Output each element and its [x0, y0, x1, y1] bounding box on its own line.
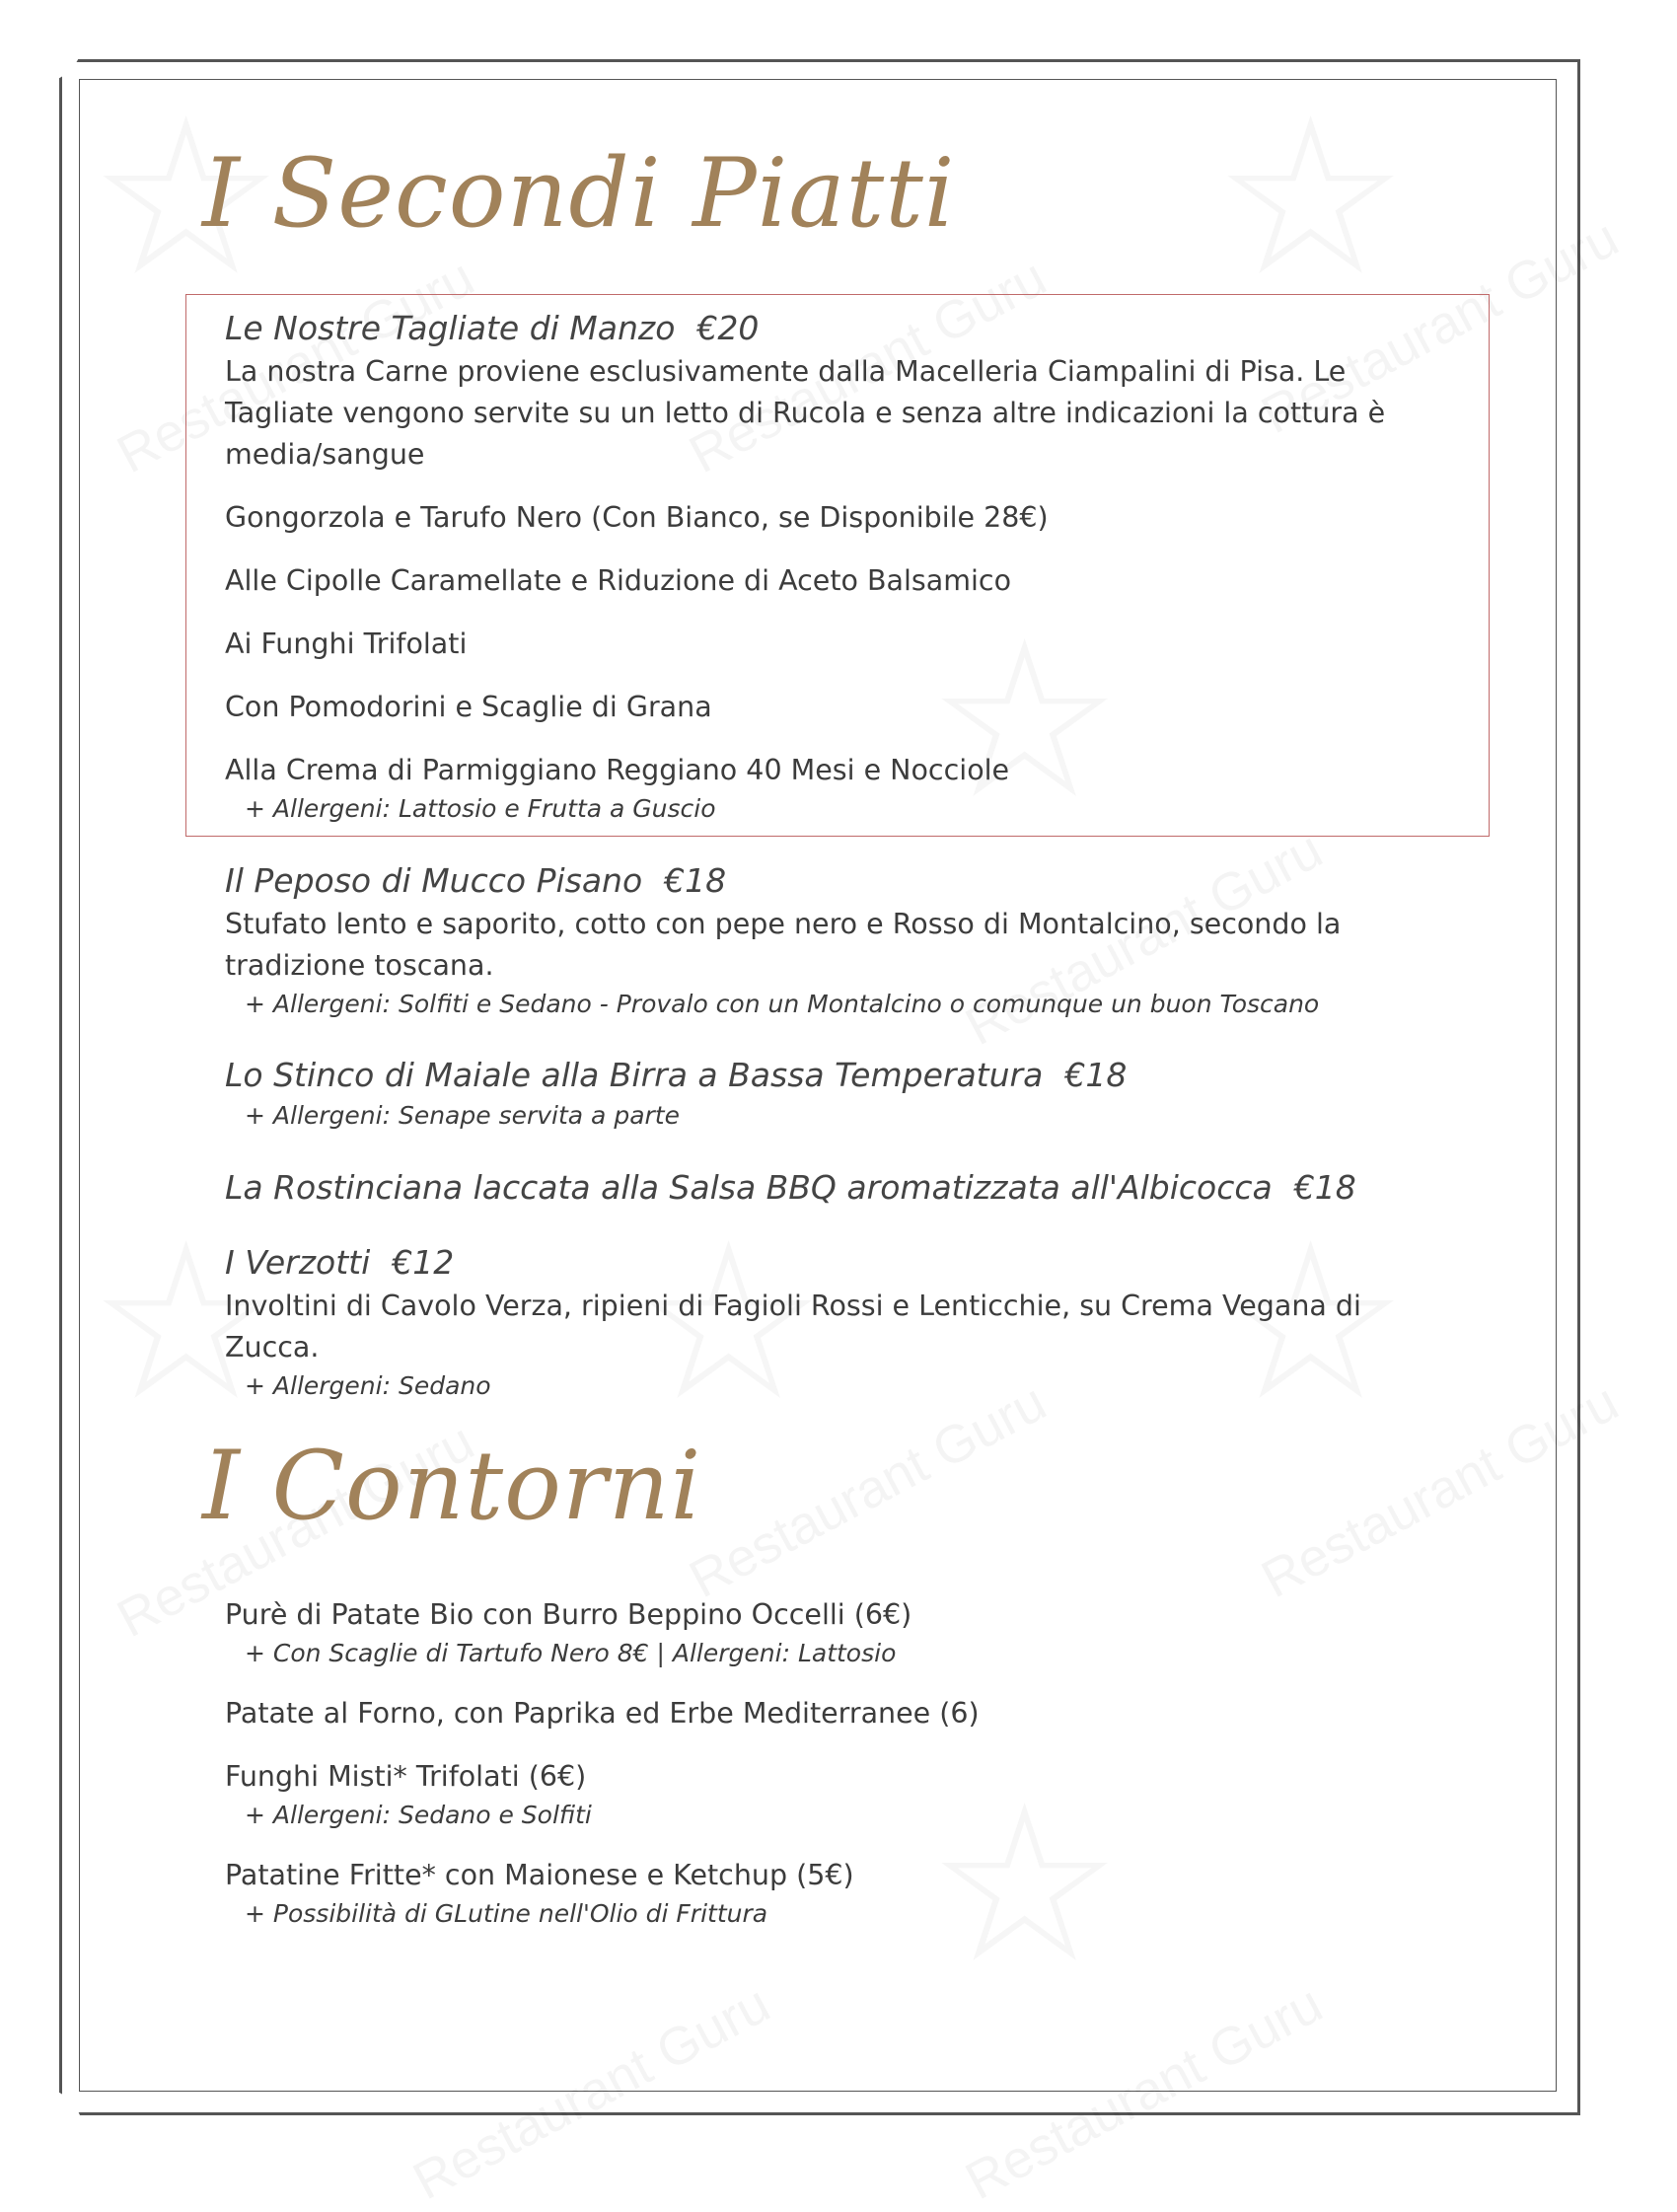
menu-item-stinco	[225, 1053, 1448, 1134]
frame-corner	[39, 2088, 83, 2131]
watermark-text	[403, 1973, 780, 2212]
item-price: €18	[664, 861, 727, 900]
item-price: €18	[1293, 1168, 1356, 1207]
list-item	[225, 1693, 1448, 1734]
side-dish-name: Patatine Fritte* con Maionese e Ketchup (5€)	[225, 1859, 854, 1891]
menu-item-peposo	[225, 858, 1448, 1022]
item-name: La Rostinciana laccata alla Salsa BBQ aromatizzata all'Albicocca €18	[225, 1168, 1356, 1207]
item-name: Lo Stinco di Maiale alla Birra a Bassa Temperatura €18	[225, 1056, 1128, 1094]
variant-item: Alle Cipolle Caramellate e Riduzione di Aceto Balsamico	[225, 564, 1012, 597]
variant-item: Ai Funghi Trifolati	[225, 627, 468, 660]
item-price: €20	[696, 309, 760, 347]
allergen-note: + Allergeni: Sedano	[245, 1371, 491, 1400]
side-dish-name: Patate al Forno, con Paprika ed Erbe Mediterranee (6)	[225, 1697, 980, 1730]
section-title-contorni: I Contorni	[202, 1431, 702, 1541]
allergen-note: + Allergeni: Solfiti e Sedano - Provalo con un Montalcino o comunque un buon Toscano	[245, 990, 1320, 1018]
side-dish-name: Purè di Patate Bio con Burro Beppino Occelli (6€)	[225, 1598, 912, 1631]
item-price: €12	[392, 1243, 455, 1282]
side-dish-note: + Allergeni: Sedano e Solfiti	[245, 1801, 592, 1829]
watermark-text	[680, 1371, 1057, 1610]
contorni-list	[225, 1594, 1448, 1932]
menu-item-verzotti	[225, 1240, 1448, 1404]
side-dish-note: + Con Scaglie di Tartufo Nero 8€ | Allergeni: Lattosio	[245, 1639, 897, 1667]
item-name: Il Peposo di Mucco Pisano €18	[225, 861, 727, 900]
watermark-text	[956, 1973, 1333, 2212]
frame-corner	[39, 39, 83, 83]
variant-item: Gongorzola e Tarufo Nero (Con Bianco, se Disponibile 28€)	[225, 501, 1049, 534]
list-item	[225, 1756, 1448, 1833]
allergen-note: + Allergeni: Lattosio e Frutta a Guscio	[245, 794, 716, 823]
item-description: Stufato lento e saporito, cotto con pepe nero e Rosso di Montalcino, secondo la tradizione toscana.	[225, 908, 1342, 982]
item-description: La nostra Carne proviene esclusivamente dalla Macelleria Ciampalini di Pisa. Le Tagliate vengono servite su un letto di Rucola e senza altre indicazioni la cottura è media/sangue	[225, 355, 1386, 471]
list-item	[225, 1855, 1448, 1932]
item-price: €18	[1064, 1056, 1128, 1094]
side-dish-name: Funghi Misti* Trifolati (6€)	[225, 1760, 587, 1793]
item-description: Involtini di Cavolo Verza, ripieni di Fagioli Rossi e Lenticchie, su Crema Vegana di Zucca.	[225, 1290, 1361, 1364]
watermark-text	[1252, 1371, 1629, 1610]
side-dish-note: + Possibilità di GLutine nell'Olio di Frittura	[245, 1899, 768, 1928]
menu-item-tagliate	[225, 306, 1448, 827]
frame-corner	[1594, 39, 1638, 83]
item-name: I Verzotti €12	[225, 1243, 455, 1282]
menu-item-rosticciana	[225, 1165, 1448, 1211]
variant-item: Alla Crema di Parmiggiano Reggiano 40 Mesi e Nocciole	[225, 754, 1010, 786]
frame-corner	[1594, 2088, 1638, 2131]
list-item	[225, 1594, 1448, 1671]
section-title-secondi: I Secondi Piatti	[202, 138, 956, 249]
watermark-logo-icon	[1213, 89, 1408, 306]
variant-item: Con Pomodorini e Scaglie di Grana	[225, 691, 712, 723]
allergen-note: + Allergeni: Senape servita a parte	[245, 1101, 680, 1130]
item-name: Le Nostre Tagliate di Manzo €20	[225, 309, 760, 347]
